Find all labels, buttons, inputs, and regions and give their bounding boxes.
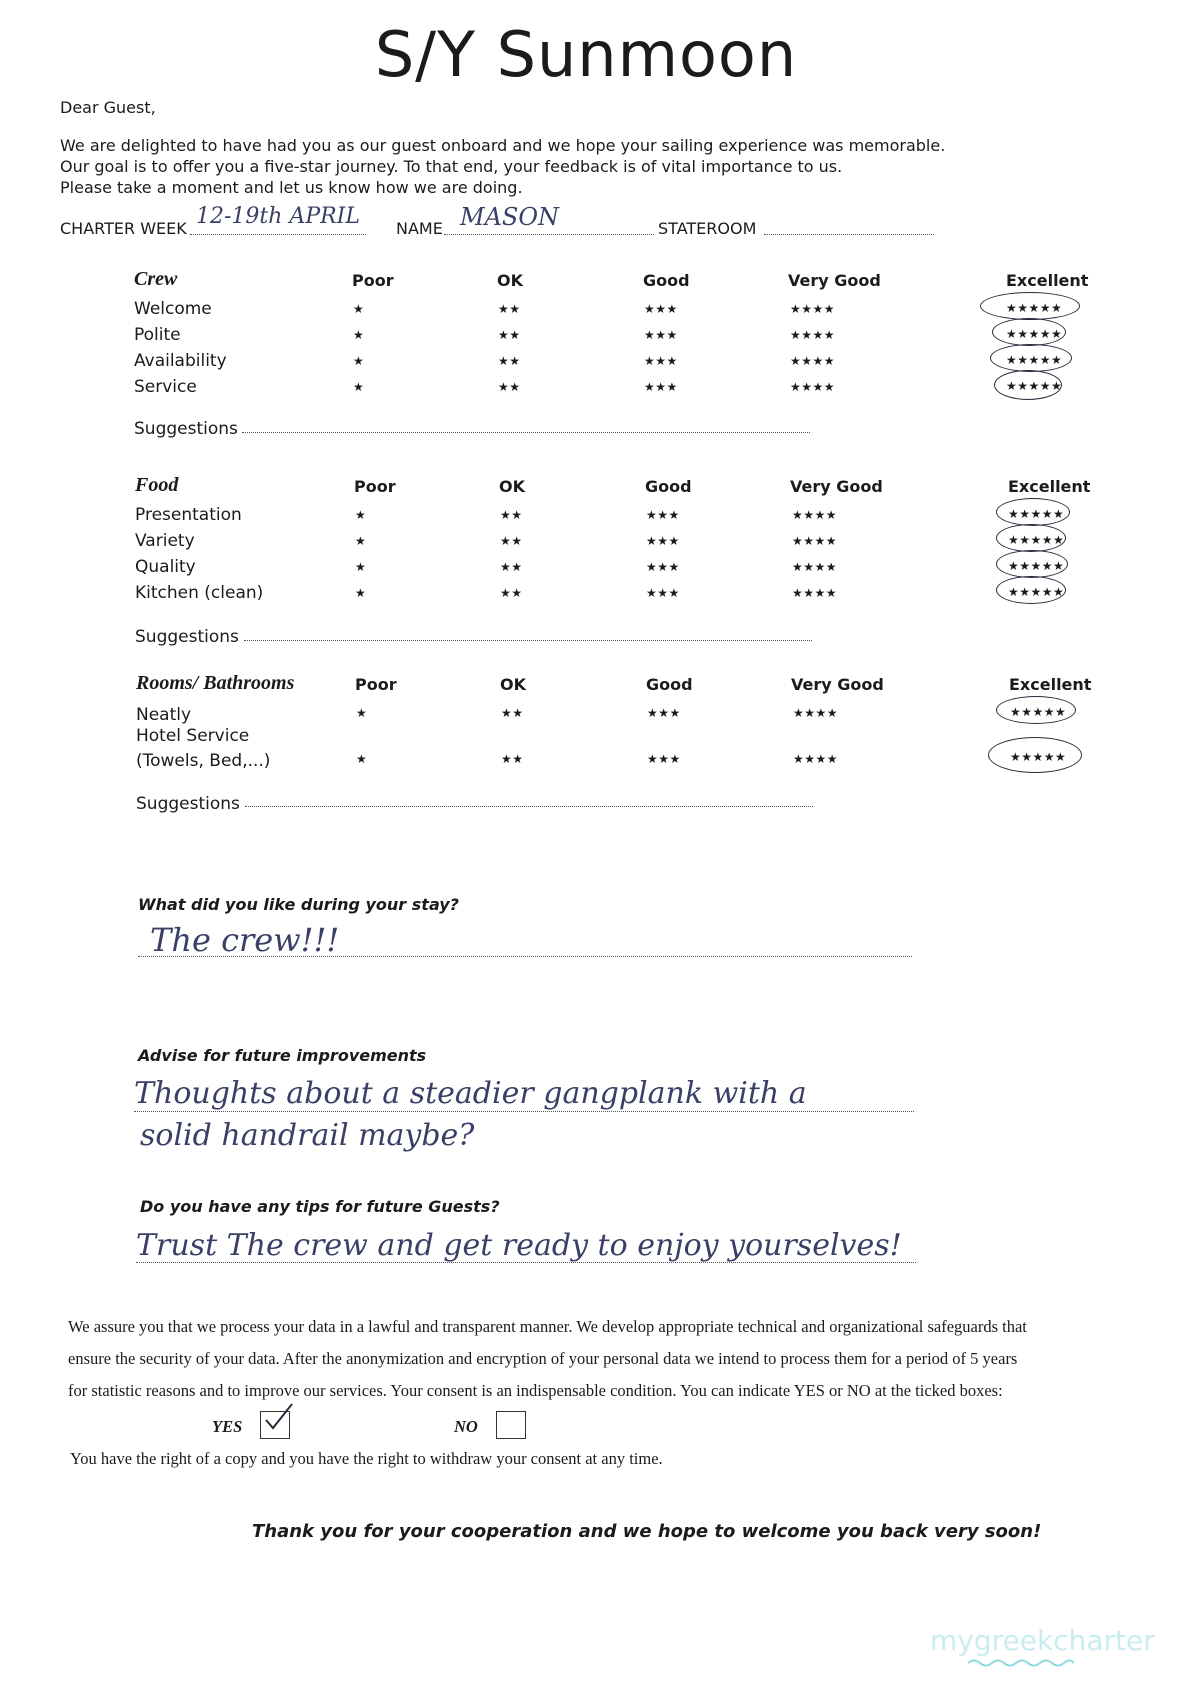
col-poor: Poor: [354, 477, 396, 496]
rating-very-good[interactable]: ★★★★: [790, 328, 836, 342]
col-poor: Poor: [355, 675, 397, 694]
rating-excellent[interactable]: ★★★★★: [1008, 585, 1065, 599]
rating-excellent[interactable]: ★★★★★: [1010, 705, 1067, 719]
col-excellent: Excellent: [1008, 477, 1091, 496]
row-label-variety: Variety: [135, 531, 195, 551]
col-excellent: Excellent: [1009, 675, 1092, 694]
question-improvements-answer-2[interactable]: solid handrail maybe?: [140, 1118, 475, 1153]
rating-good[interactable]: ★★★: [647, 752, 681, 766]
rating-very-good[interactable]: ★★★★: [793, 752, 839, 766]
rating-poor[interactable]: ★: [355, 586, 367, 600]
watermark-logo: mygreekcharter: [930, 1624, 1155, 1657]
rating-ok[interactable]: ★★: [498, 354, 521, 368]
rating-ok[interactable]: ★★: [500, 534, 523, 548]
suggestions-field[interactable]: [244, 640, 812, 641]
consent-line-1: We assure you that we process your data in a lawful and transparent manner. We develop appropriate technical and organizational safeguards that: [68, 1317, 1027, 1336]
rating-poor[interactable]: ★: [353, 302, 365, 316]
rating-ok[interactable]: ★★: [498, 302, 521, 316]
col-good: Good: [645, 477, 692, 496]
rating-very-good[interactable]: ★★★★: [792, 534, 838, 548]
rating-poor[interactable]: ★: [355, 508, 367, 522]
rating-very-good[interactable]: ★★★★: [790, 302, 836, 316]
rating-excellent[interactable]: ★★★★★: [1008, 507, 1065, 521]
rating-poor[interactable]: ★: [355, 534, 367, 548]
col-excellent: Excellent: [1006, 271, 1089, 290]
suggestions-label: Suggestions: [136, 794, 240, 814]
col-poor: Poor: [352, 271, 394, 290]
question-liked-label: What did you like during your stay?: [138, 895, 459, 914]
rating-good[interactable]: ★★★: [646, 560, 680, 574]
rating-ok[interactable]: ★★: [500, 586, 523, 600]
wave-icon: [968, 1658, 1074, 1668]
question-tips-label: Do you have any tips for future Guests?: [140, 1197, 500, 1216]
intro-line-2: Our goal is to offer you a five-star journey. To that end, your feedback is of vital importance to us.: [60, 157, 843, 176]
col-very-good: Very Good: [791, 675, 884, 694]
consent-no-label: NO: [454, 1417, 478, 1436]
rating-ok[interactable]: ★★: [500, 560, 523, 574]
consent-yes-checkbox[interactable]: [260, 1411, 290, 1439]
section-title-food: Food: [135, 474, 179, 496]
row-label-neatly: Neatly: [136, 705, 192, 725]
name-line: [444, 234, 654, 235]
rating-good[interactable]: ★★★: [646, 508, 680, 522]
rating-good[interactable]: ★★★: [646, 586, 680, 600]
rating-ok[interactable]: ★★: [498, 328, 521, 342]
rating-poor[interactable]: ★: [355, 560, 367, 574]
name-field[interactable]: MASON: [460, 203, 560, 231]
rating-very-good[interactable]: ★★★★: [793, 706, 839, 720]
name-label: NAME: [396, 219, 443, 238]
rating-good[interactable]: ★★★: [644, 354, 678, 368]
rating-good[interactable]: ★★★: [644, 380, 678, 394]
stateroom-label: STATEROOM: [658, 219, 757, 238]
row-label-quality: Quality: [135, 557, 196, 577]
rating-very-good[interactable]: ★★★★: [790, 354, 836, 368]
col-ok: OK: [497, 271, 523, 290]
row-label-welcome: Welcome: [134, 299, 212, 319]
col-ok: OK: [500, 675, 526, 694]
consent-line-3: for statistic reasons and to improve our services. Your consent is an indispensable condition. You can indicate YES or NO at the ticked boxes:: [68, 1381, 1003, 1400]
question-liked-answer[interactable]: The crew!!!: [150, 921, 340, 959]
suggestions-field[interactable]: [245, 806, 813, 807]
consent-rights: You have the right of a copy and you have the right to withdraw your consent at any time.: [70, 1449, 663, 1468]
row-label-polite: Polite: [134, 325, 181, 345]
page-title: S/Y Sunmoon: [374, 18, 798, 91]
rating-good[interactable]: ★★★: [644, 328, 678, 342]
rating-poor[interactable]: ★: [356, 752, 368, 766]
rating-good[interactable]: ★★★: [646, 534, 680, 548]
row-label-presentation: Presentation: [135, 505, 242, 525]
col-good: Good: [643, 271, 690, 290]
section-title-rooms-bathrooms: Rooms/ Bathrooms: [136, 672, 295, 694]
rating-excellent[interactable]: ★★★★★: [1010, 750, 1067, 764]
rating-very-good[interactable]: ★★★★: [792, 586, 838, 600]
rating-poor[interactable]: ★: [353, 328, 365, 342]
suggestions-field[interactable]: [242, 432, 810, 433]
stateroom-field[interactable]: [764, 234, 934, 235]
row-label-availability: Availability: [134, 351, 227, 371]
question-liked-line: [138, 956, 912, 957]
row-label-kitchen-clean: Kitchen (clean): [135, 583, 264, 603]
charter-week-label: CHARTER WEEK: [60, 219, 187, 238]
intro-line-3: Please take a moment and let us know how we are doing.: [60, 178, 523, 197]
consent-yes-label: YES: [212, 1417, 243, 1436]
suggestions-label: Suggestions: [134, 419, 238, 439]
question-improvements-label: Advise for future improvements: [138, 1046, 427, 1065]
charter-week-line: [190, 234, 366, 235]
rating-very-good[interactable]: ★★★★: [792, 560, 838, 574]
rating-poor[interactable]: ★: [353, 354, 365, 368]
rating-excellent[interactable]: ★★★★★: [1008, 559, 1065, 573]
row-label-service: Service: [134, 377, 197, 397]
question-improvements-answer-1[interactable]: Thoughts about a steadier gangplank with a: [134, 1076, 807, 1111]
question-tips-answer[interactable]: Trust The crew and get ready to enjoy yourselves!: [136, 1228, 902, 1263]
suggestions-label: Suggestions: [135, 627, 239, 647]
col-very-good: Very Good: [790, 477, 883, 496]
greeting: Dear Guest,: [60, 98, 156, 117]
col-good: Good: [646, 675, 693, 694]
rating-excellent[interactable]: ★★★★★: [1006, 301, 1063, 315]
charter-week-field[interactable]: 12-19th APRIL: [196, 204, 360, 229]
rating-poor[interactable]: ★: [356, 706, 368, 720]
rating-good[interactable]: ★★★: [647, 706, 681, 720]
row-label-hotel-service: Hotel Service: [136, 726, 250, 746]
section-title-crew: Crew: [134, 268, 178, 290]
row-label-towels-bed: (Towels, Bed,...): [136, 751, 271, 771]
rating-ok[interactable]: ★★: [501, 752, 524, 766]
question-tips-line: [136, 1262, 916, 1263]
consent-line-2: ensure the security of your data. After the anonymization and encryption of your personal data we intend to process them for a period of 5 years: [68, 1349, 1018, 1368]
consent-no-checkbox[interactable]: [496, 1411, 526, 1439]
col-ok: OK: [499, 477, 525, 496]
intro-line-1: We are delighted to have had you as our guest onboard and we hope your sailing experience was memorable.: [60, 136, 946, 155]
question-improvements-line: [134, 1111, 914, 1112]
rating-ok[interactable]: ★★: [500, 508, 523, 522]
rating-good[interactable]: ★★★: [644, 302, 678, 316]
checkmark-icon: [261, 1402, 295, 1432]
rating-excellent[interactable]: ★★★★★: [1008, 533, 1065, 547]
rating-excellent[interactable]: ★★★★★: [1006, 327, 1063, 341]
thanks-message: Thank you for your cooperation and we hope to welcome you back very soon!: [252, 1521, 1042, 1542]
rating-poor[interactable]: ★: [353, 380, 365, 394]
rating-ok[interactable]: ★★: [501, 706, 524, 720]
rating-excellent[interactable]: ★★★★★: [1006, 353, 1063, 367]
col-very-good: Very Good: [788, 271, 881, 290]
rating-very-good[interactable]: ★★★★: [792, 508, 838, 522]
rating-very-good[interactable]: ★★★★: [790, 380, 836, 394]
rating-ok[interactable]: ★★: [498, 380, 521, 394]
rating-excellent[interactable]: ★★★★★: [1006, 379, 1063, 393]
